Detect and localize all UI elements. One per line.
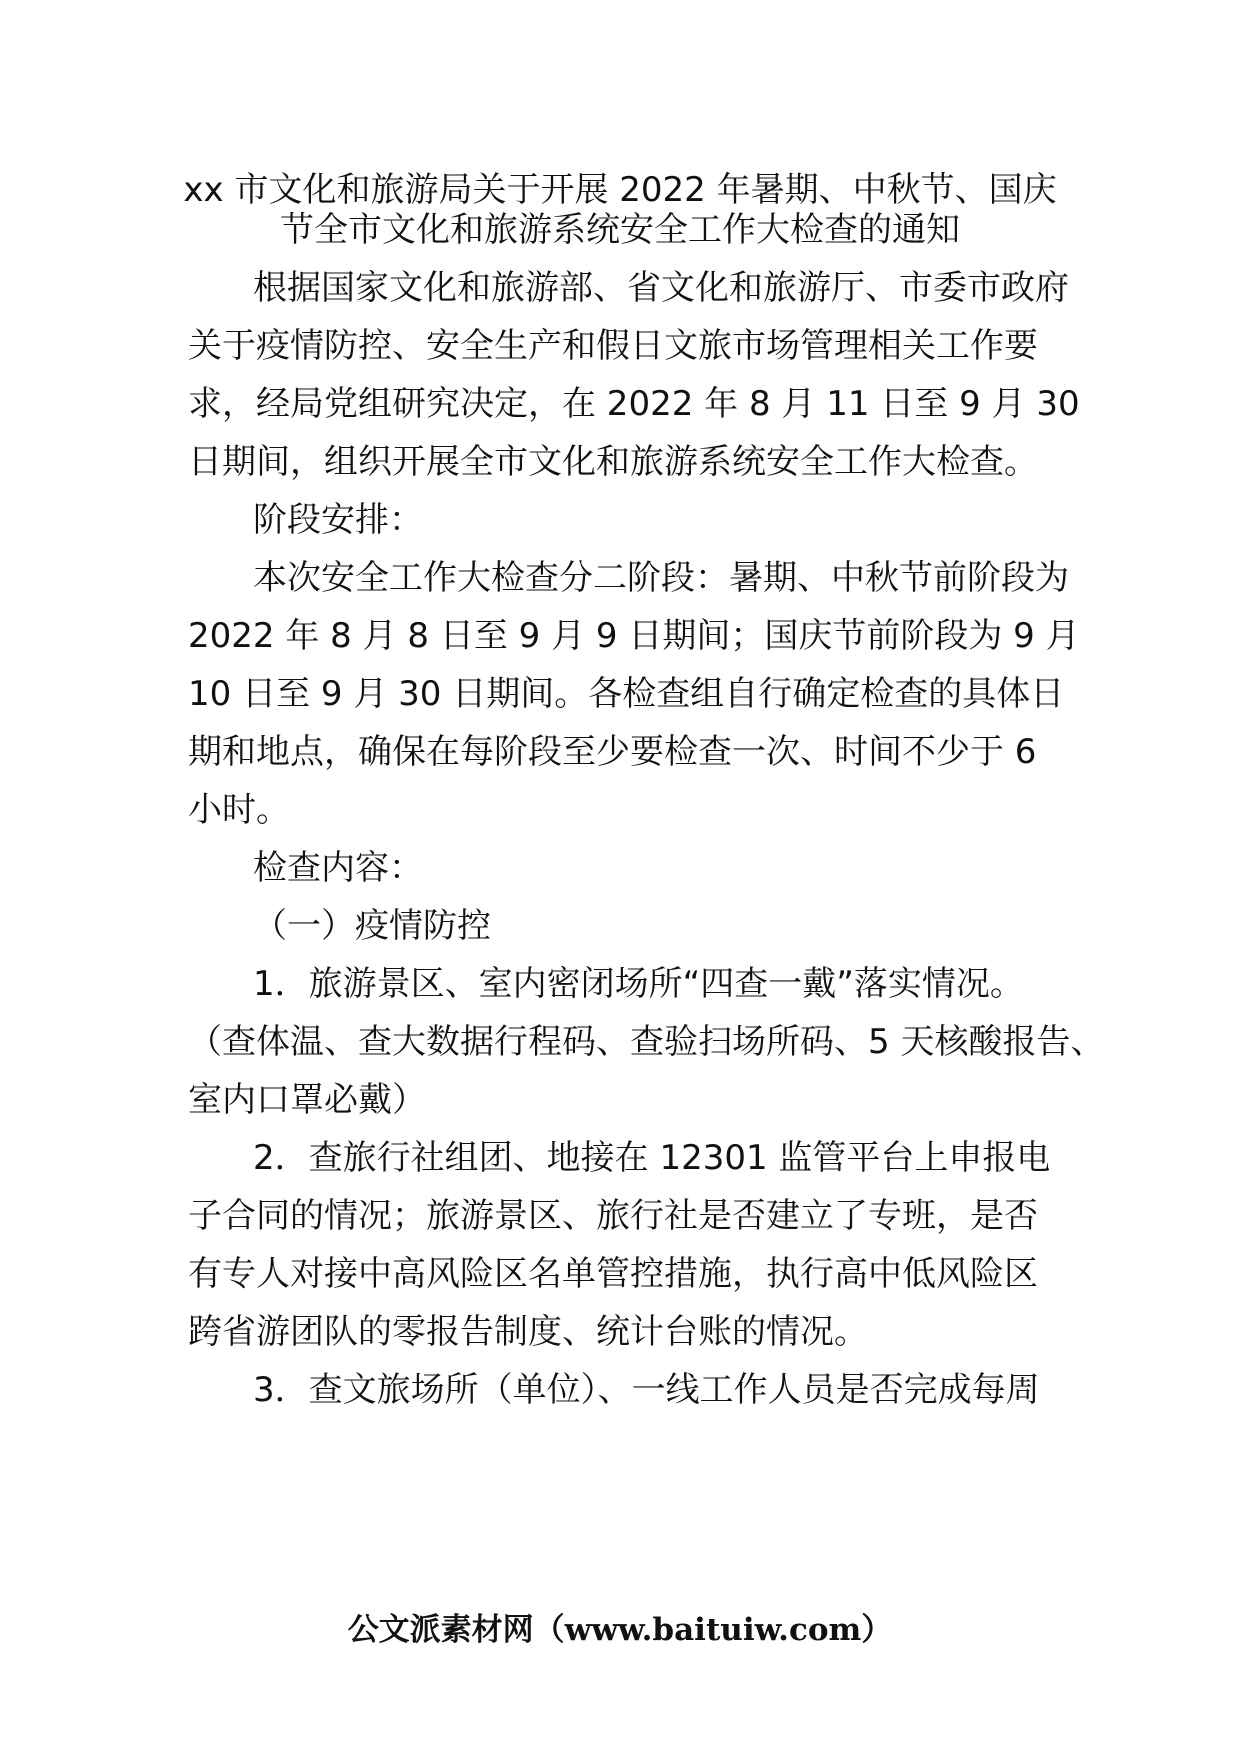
- body-line: 小时。: [188, 790, 290, 830]
- list-item: 1．旅游景区、室内密闭场所“四查一戴”落实情况。: [253, 964, 1024, 1004]
- body-line: 有专人对接中高风险区名单管控措施，执行高中低风险区: [188, 1254, 1038, 1294]
- list-item: 3．查文旅场所（单位）、一线工作人员是否完成每周: [253, 1370, 1040, 1410]
- body-line: 日期间，组织开展全市文化和旅游系统安全工作大检查。: [188, 442, 1038, 482]
- body-line: 求，经局党组研究决定，在 2022 年 8 月 11 日至 9 月 30: [188, 384, 1080, 424]
- body-line: 室内口罩必戴）: [188, 1080, 426, 1120]
- body-line: （查体温、查大数据行程码、查验扫场所码、5 天核酸报告、: [188, 1022, 1105, 1062]
- list-item: 2．查旅行社组团、地接在 12301 监管平台上申报电: [253, 1138, 1051, 1178]
- subsection-heading: （一）疫情防控: [253, 906, 491, 946]
- section-heading: 阶段安排：: [253, 500, 423, 540]
- body-line: 本次安全工作大检查分二阶段：暑期、中秋节前阶段为: [253, 558, 1069, 598]
- body-line: 期和地点，确保在每阶段至少要检查一次、时间不少于 6: [188, 732, 1037, 772]
- body-line: 2022 年 8 月 8 日至 9 月 9 日期间；国庆节前阶段为 9 月: [188, 616, 1080, 656]
- body-line: 跨省游团队的零报告制度、统计台账的情况。: [188, 1312, 868, 1352]
- body-line: 子合同的情况；旅游景区、旅行社是否建立了专班，是否: [188, 1196, 1038, 1236]
- document-title-line-2: 节全市文化和旅游系统安全工作大检查的通知: [280, 210, 960, 250]
- section-heading: 检查内容：: [253, 848, 423, 888]
- page-footer: 公文派素材网（www.baituiw.com）: [347, 1612, 893, 1648]
- body-line: 10 日至 9 月 30 日期间。各检查组自行确定检查的具体日: [188, 674, 1065, 714]
- body-line: 根据国家文化和旅游部、省文化和旅游厅、市委市政府: [253, 268, 1069, 308]
- document-title-line-1: xx 市文化和旅游局关于开展 2022 年暑期、中秋节、国庆: [183, 170, 1057, 210]
- body-line: 关于疫情防控、安全生产和假日文旅市场管理相关工作要: [188, 326, 1038, 366]
